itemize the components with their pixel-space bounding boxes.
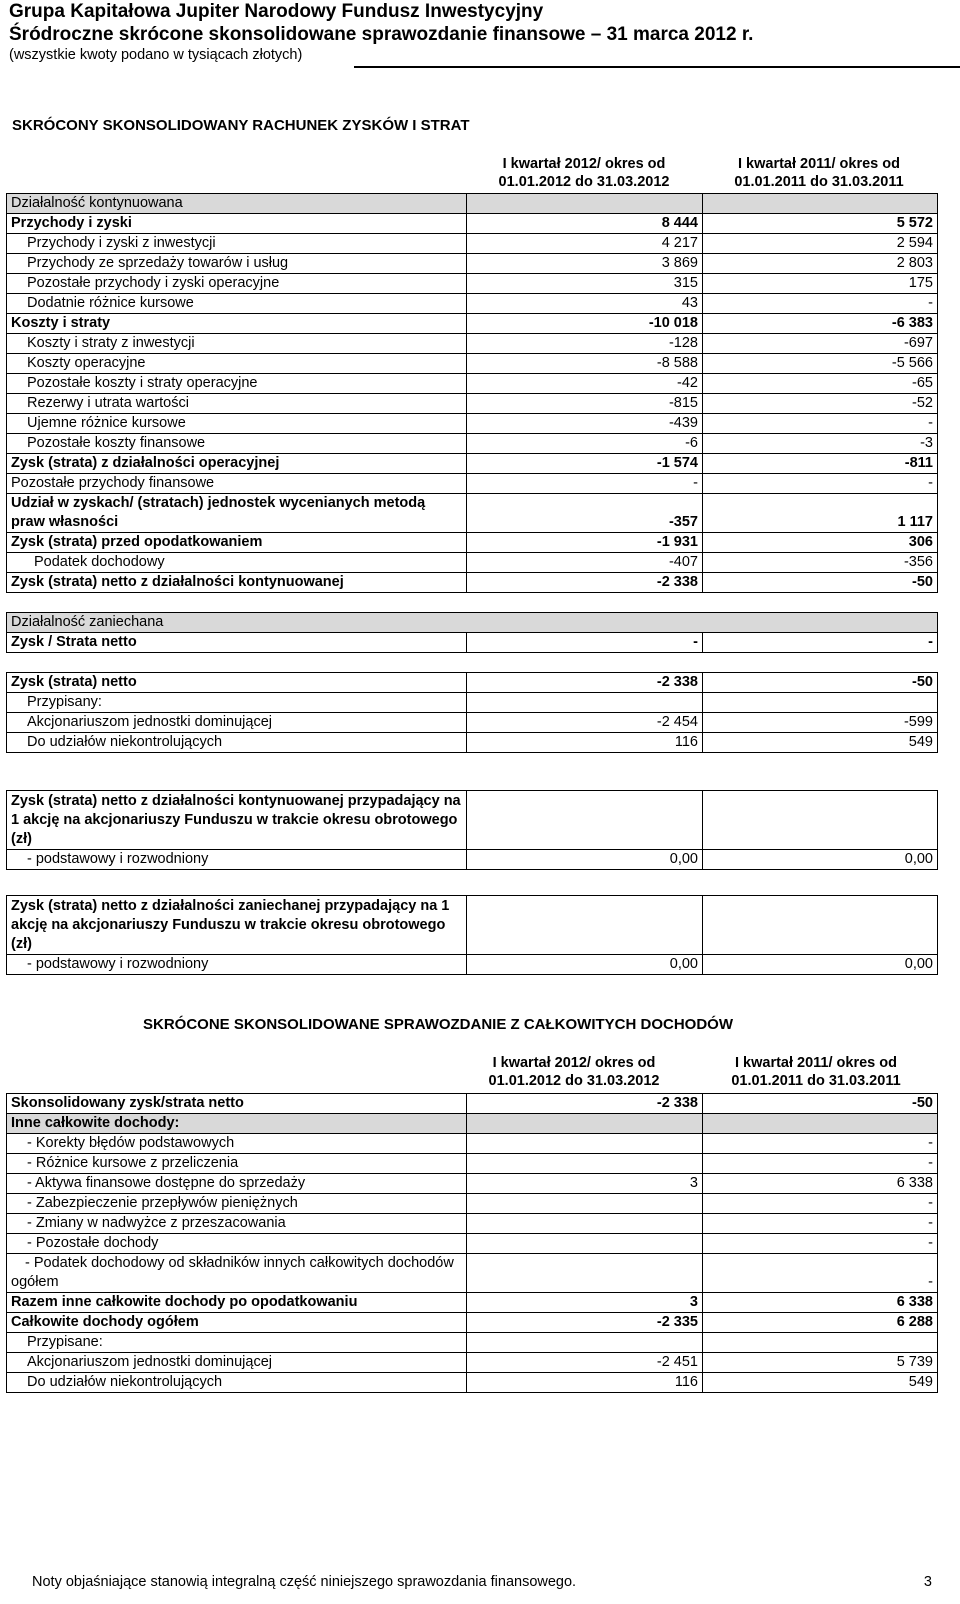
comp-col1-line1: I kwartał 2012/ okres od — [492, 1055, 656, 1071]
value-2011: - — [703, 474, 938, 494]
table-row — [7, 414, 938, 434]
value-2012 — [467, 1134, 703, 1154]
row-label: Przypisany: — [7, 693, 467, 713]
table-row — [7, 1214, 938, 1234]
value-2011: - — [703, 414, 938, 434]
row-label: Udział w zyskach/ (stratach) jednostek wycenianych metodą praw własności — [7, 494, 467, 533]
table-row — [7, 214, 938, 234]
value-2012: -1 931 — [467, 533, 703, 553]
value-2012: -10 018 — [467, 314, 703, 334]
value-2011 — [703, 1333, 938, 1353]
table-row — [7, 234, 938, 254]
income-col1-line2: 01.01.2012 do 31.03.2012 — [498, 174, 670, 190]
value-2011: -697 — [703, 334, 938, 354]
value-2012: -357 — [467, 494, 703, 533]
table-row — [7, 1254, 938, 1293]
table-row — [7, 474, 938, 494]
table-row — [7, 1373, 938, 1393]
document-header — [9, 0, 949, 65]
eps-discontinued-table — [6, 895, 938, 975]
value-2012: -2 335 — [467, 1313, 703, 1333]
comp-col1-line2: 01.01.2012 do 31.03.2012 — [488, 1073, 660, 1089]
discontinued-table — [6, 612, 938, 653]
value-2011: 549 — [703, 733, 938, 753]
row-label: - Aktywa finansowe dostępne do sprzedaży — [7, 1174, 467, 1194]
value-2012 — [467, 1254, 703, 1293]
row-label: Rezerwy i utrata wartości — [7, 394, 467, 414]
value-2012: 43 — [467, 294, 703, 314]
eps-discontinued-sublabel: - podstawowy i rozwodniony — [7, 955, 467, 975]
value-2012 — [467, 194, 703, 214]
table-row — [7, 494, 938, 533]
value-2011: -65 — [703, 374, 938, 394]
company-name: Grupa Kapitałowa Jupiter Narodowy Fundusz Inwestycyjny — [9, 1, 544, 22]
table-row — [7, 194, 938, 214]
row-label: Akcjonariuszom jednostki dominującej — [7, 713, 467, 733]
table-row — [7, 1154, 938, 1174]
value-2012 — [467, 1194, 703, 1214]
row-label: Całkowite dochody ogółem — [7, 1313, 467, 1333]
value-2011: - — [703, 633, 938, 653]
table-row — [7, 334, 938, 354]
value-2011: 6 338 — [703, 1174, 938, 1194]
empty-cell — [703, 896, 938, 955]
value-2011: 549 — [703, 1373, 938, 1393]
value-2011: - — [703, 1234, 938, 1254]
value-2011: - — [703, 1254, 938, 1293]
row-label: Podatek dochodowy — [7, 553, 467, 573]
income-statement-title: SKRÓCONY SKONSOLIDOWANY RACHUNEK ZYSKÓW I STRAT — [12, 117, 470, 134]
value-2012: 8 444 — [467, 214, 703, 234]
row-label: Pozostałe przychody finansowe — [7, 474, 467, 494]
value-2012: 116 — [467, 1373, 703, 1393]
row-label: Zysk (strata) z działalności operacyjnej — [7, 454, 467, 474]
value-2011 — [703, 194, 938, 214]
value-2011: 175 — [703, 274, 938, 294]
value-2011: -811 — [703, 454, 938, 474]
table-row — [7, 1313, 938, 1333]
table-row — [7, 354, 938, 374]
value-2011: - — [703, 1214, 938, 1234]
table-row — [7, 374, 938, 394]
comp-col2-line2: 01.01.2011 do 31.03.2011 — [731, 1073, 901, 1089]
eps-continuing-table — [6, 790, 938, 870]
table-row — [7, 434, 938, 454]
row-label: Koszty operacyjne — [7, 354, 467, 374]
currency-note: (wszystkie kwoty podano w tysiącach złotych) — [9, 47, 303, 63]
table-row — [7, 274, 938, 294]
value-2011: 5 572 — [703, 214, 938, 234]
table-row — [7, 573, 938, 593]
income-col2-line2: 01.01.2011 do 31.03.2011 — [734, 174, 904, 190]
row-label: Zysk (strata) netto — [7, 673, 467, 693]
income-col1-header — [466, 155, 702, 191]
value-2012: -2 451 — [467, 1353, 703, 1373]
value-2011: -3 — [703, 434, 938, 454]
value-2011: 6 338 — [703, 1293, 938, 1313]
table-row — [7, 633, 938, 653]
value-2012: -815 — [467, 394, 703, 414]
table-row — [7, 733, 938, 753]
value-2012: -2 454 — [467, 713, 703, 733]
value-2011 — [703, 1114, 938, 1134]
row-label: Przychody ze sprzedaży towarów i usług — [7, 254, 467, 274]
row-label: Do udziałów niekontrolujących — [7, 733, 467, 753]
row-label: Ujemne różnice kursowe — [7, 414, 467, 434]
row-label: Przypisane: — [7, 1333, 467, 1353]
table-row — [7, 1194, 938, 1214]
value-2011: -6 383 — [703, 314, 938, 334]
comp-col1-header — [456, 1054, 692, 1090]
value-2011: 6 288 — [703, 1313, 938, 1333]
value-2011: - — [703, 1194, 938, 1214]
value-2011: -50 — [703, 573, 938, 593]
table-row — [7, 1134, 938, 1154]
row-label: Działalność kontynuowana — [7, 194, 467, 214]
value-2011 — [703, 693, 938, 713]
value-2012: -2 338 — [467, 673, 703, 693]
row-label: Dodatnie różnice kursowe — [7, 294, 467, 314]
value-2012: 0,00 — [467, 850, 703, 870]
value-2012: 315 — [467, 274, 703, 294]
row-label: Pozostałe koszty i straty operacyjne — [7, 374, 467, 394]
table-row — [7, 1174, 938, 1194]
row-label: Skonsolidowany zysk/strata netto — [7, 1094, 467, 1114]
row-label: Koszty i straty z inwestycji — [7, 334, 467, 354]
eps-discontinued-label: Zysk (strata) netto z działalności zaniechanej przypadający na 1 akcję na akcjonariuszy Funduszu w trakcie okresu obrotowego (zł) — [7, 896, 467, 955]
value-2011: 2 594 — [703, 234, 938, 254]
value-2012: - — [467, 474, 703, 494]
value-2012: -2 338 — [467, 1094, 703, 1114]
value-2012: -128 — [467, 334, 703, 354]
value-2011: -5 566 — [703, 354, 938, 374]
row-label: Inne całkowite dochody: — [7, 1114, 467, 1134]
value-2012 — [467, 1333, 703, 1353]
comp-col2-line1: I kwartał 2011/ okres od — [734, 1055, 897, 1071]
row-label: - Pozostałe dochody — [7, 1234, 467, 1254]
table-row — [7, 613, 938, 633]
header-rule — [354, 66, 960, 68]
value-2011: -50 — [703, 1094, 938, 1114]
table-row — [7, 1094, 938, 1114]
row-label: Przychody i zyski z inwestycji — [7, 234, 467, 254]
table-row — [7, 1293, 938, 1313]
eps-continuing-sublabel: - podstawowy i rozwodniony — [7, 850, 467, 870]
row-label: Pozostałe koszty finansowe — [7, 434, 467, 454]
value-2012 — [467, 1154, 703, 1174]
eps-continuing-label: Zysk (strata) netto z działalności kontynuowanej przypadający na 1 akcję na akcjonariuszy Funduszu w trakcie okresu obrotowego (zł) — [7, 791, 467, 850]
row-label: Do udziałów niekontrolujących — [7, 1373, 467, 1393]
income-col2-line1: I kwartał 2011/ okres od — [737, 156, 900, 172]
value-2011: -50 — [703, 673, 938, 693]
value-2012: -407 — [467, 553, 703, 573]
row-label: Akcjonariuszom jednostki dominującej — [7, 1353, 467, 1373]
row-label: Zysk (strata) netto z działalności kontynuowanej — [7, 573, 467, 593]
value-2012 — [467, 693, 703, 713]
value-2012: -1 574 — [467, 454, 703, 474]
empty-cell — [467, 791, 703, 850]
report-title: Śródroczne skrócone skonsolidowane sprawozdanie finansowe – 31 marca 2012 r. — [9, 24, 754, 45]
value-2012: 3 — [467, 1293, 703, 1313]
value-2012: 4 217 — [467, 234, 703, 254]
row-label: Pozostałe przychody i zyski operacyjne — [7, 274, 467, 294]
table-row — [7, 1234, 938, 1254]
income-statement-table — [6, 193, 938, 593]
value-2012: 116 — [467, 733, 703, 753]
table-row — [7, 673, 938, 693]
table-row — [7, 1114, 938, 1134]
value-2011: 1 117 — [703, 494, 938, 533]
value-2012: -439 — [467, 414, 703, 434]
value-2012: 3 869 — [467, 254, 703, 274]
row-label: Zysk / Strata netto — [7, 633, 467, 653]
value-2011: -356 — [703, 553, 938, 573]
value-2011: - — [703, 1154, 938, 1174]
empty-cell — [703, 791, 938, 850]
value-2011: 0,00 — [703, 955, 938, 975]
row-label: Zysk (strata) przed opodatkowaniem — [7, 533, 467, 553]
value-2011: 306 — [703, 533, 938, 553]
table-row — [7, 955, 938, 975]
row-label: - Korekty błędów podstawowych — [7, 1134, 467, 1154]
table-row — [7, 314, 938, 334]
table-row — [7, 454, 938, 474]
table-row — [7, 791, 938, 850]
empty-cell — [467, 896, 703, 955]
row-label: - Różnice kursowe z przeliczenia — [7, 1154, 467, 1174]
value-2011: - — [703, 294, 938, 314]
page-number: 3 — [923, 1574, 932, 1590]
value-2011: - — [703, 1134, 938, 1154]
table-row — [7, 713, 938, 733]
value-2011: -599 — [703, 713, 938, 733]
value-2012: - — [467, 633, 703, 653]
comp-col2-header — [698, 1054, 934, 1090]
value-2011: 2 803 — [703, 254, 938, 274]
table-row — [7, 896, 938, 955]
row-label: Razem inne całkowite dochody po opodatkowaniu — [7, 1293, 467, 1313]
row-label: - Zmiany w nadwyżce z przeszacowania — [7, 1214, 467, 1234]
value-2012: -8 588 — [467, 354, 703, 374]
table-row — [7, 533, 938, 553]
net-profit-table — [6, 672, 938, 753]
value-2012: 0,00 — [467, 955, 703, 975]
value-2011: -52 — [703, 394, 938, 414]
value-2012: -42 — [467, 374, 703, 394]
income-col1-line1: I kwartał 2012/ okres od — [502, 156, 666, 172]
comprehensive-income-table — [6, 1093, 938, 1393]
footer-note: Noty objaśniające stanowią integralną część niniejszego sprawozdania finansowego. — [32, 1574, 577, 1590]
page-footer — [32, 1574, 932, 1590]
row-label: Przychody i zyski — [7, 214, 467, 234]
value-2012 — [467, 1214, 703, 1234]
comprehensive-income-title: SKRÓCONE SKONSOLIDOWANE SPRAWOZDANIE Z CAŁKOWITYCH DOCHODÓW — [143, 1016, 733, 1033]
row-label: Koszty i straty — [7, 314, 467, 334]
value-2011: 5 739 — [703, 1353, 938, 1373]
income-col2-header — [702, 155, 936, 191]
value-2012 — [467, 1114, 703, 1134]
table-row — [7, 254, 938, 274]
value-2011: 0,00 — [703, 850, 938, 870]
table-row — [7, 1353, 938, 1373]
row-label: - Podatek dochodowy od składników innych całkowitych dochodów ogółem — [7, 1254, 467, 1293]
value-2012: 3 — [467, 1174, 703, 1194]
table-row — [7, 1333, 938, 1353]
value-2012 — [467, 1234, 703, 1254]
value-2012: -2 338 — [467, 573, 703, 593]
table-row — [7, 294, 938, 314]
table-row — [7, 850, 938, 870]
table-row — [7, 553, 938, 573]
row-label: - Zabezpieczenie przepływów pieniężnych — [7, 1194, 467, 1214]
discontinued-heading: Działalność zaniechana — [7, 613, 938, 633]
value-2012: -6 — [467, 434, 703, 454]
table-row — [7, 394, 938, 414]
table-row — [7, 693, 938, 713]
